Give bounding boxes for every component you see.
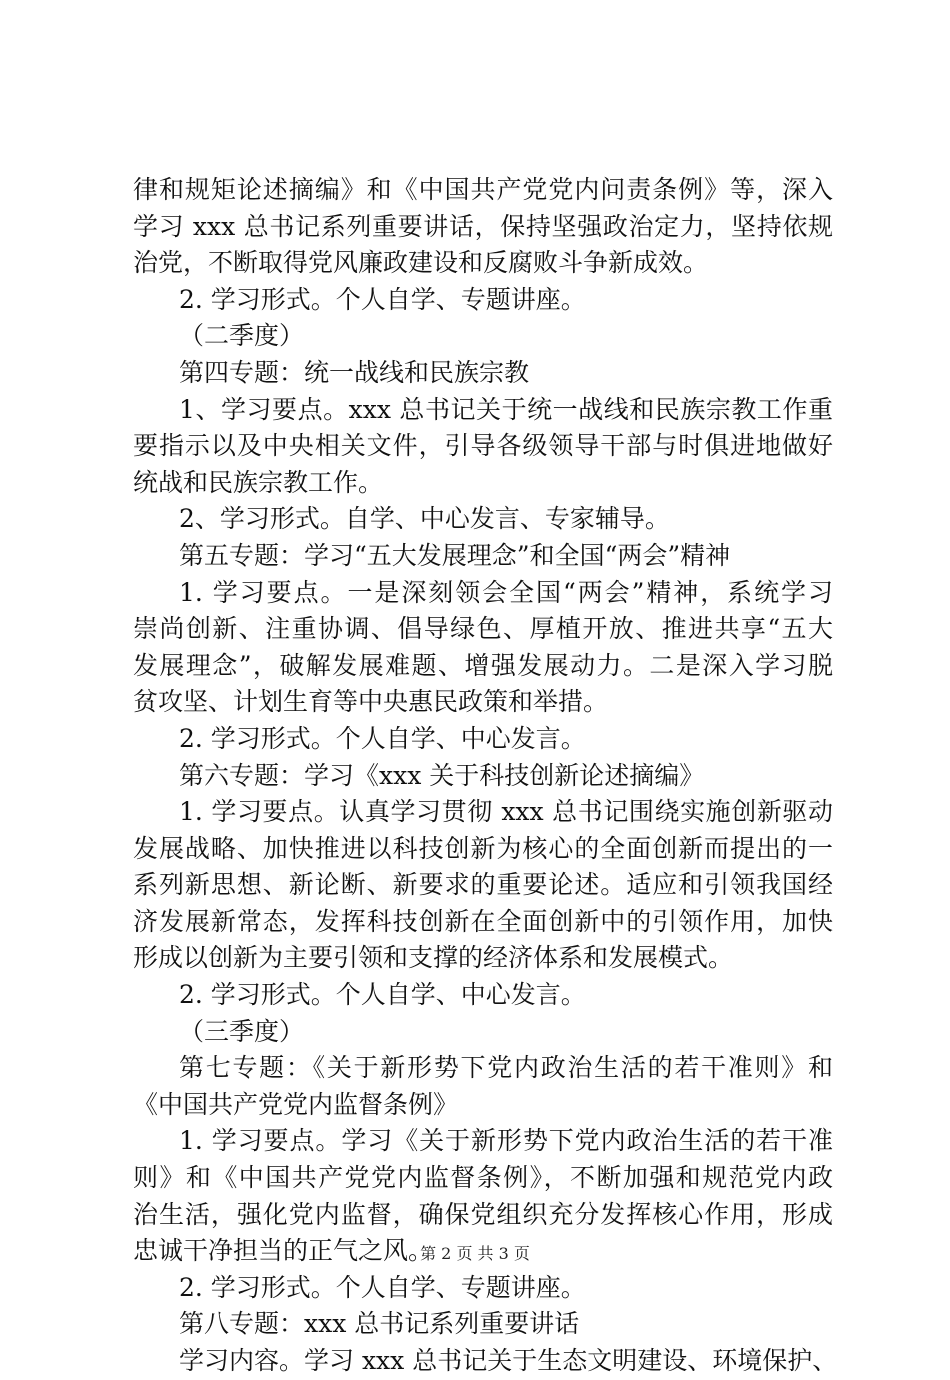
document-body	[133, 172, 838, 1380]
text-line: 2、学习形式。自学、中心发言、专家辅导。	[179, 504, 670, 534]
page-footer	[0, 1244, 950, 1264]
text-line: 1. 学习要点。一是深刻领会全国“两会”精神，系统学习	[179, 577, 833, 607]
text-line: 统战和民族宗教工作。	[133, 467, 384, 497]
text-line: 第六专题：学习《xxx 关于科技创新论述摘编》	[179, 760, 705, 790]
text-line: 发展战略、加快推进以科技创新为核心的全面创新而提出的一	[133, 833, 833, 863]
text-line: 1、学习要点。xxx 总书记关于统一战线和民族宗教工作重	[179, 394, 833, 424]
text-line: 学习内容。学习 xxx 总书记关于生态文明建设、环境保护、	[179, 1346, 838, 1375]
text-line: 律和规矩论述摘编》和《中国共产党党内问责条例》等，深入	[133, 175, 833, 204]
text-line: 1. 学习要点。学习《关于新形势下党内政治生活的若干准	[179, 1126, 833, 1156]
text-line: 《中国共产党党内监督条例》	[133, 1089, 459, 1119]
text-line: 2. 学习形式。个人自学、专题讲座。	[179, 1272, 586, 1302]
text-line: 贫攻坚、计划生育等中央惠民政策和举措。	[133, 687, 609, 717]
text-line: 崇尚创新、注重协调、倡导绿色、厚植开放、推进共享“五大	[133, 614, 833, 644]
text-line: 则》和《中国共产党党内监督条例》，不断加强和规范党内政	[133, 1163, 833, 1193]
text-line: 治党，不断取得党风廉政建设和反腐败斗争新成效。	[133, 248, 709, 278]
text-line: 第四专题：统一战线和民族宗教	[179, 357, 530, 387]
text-line: 2. 学习形式。个人自学、专题讲座。	[179, 284, 586, 314]
text-line: 学习 xxx 总书记系列重要讲话，保持坚强政治定力，坚持依规	[133, 211, 833, 241]
text-line: 第八专题：xxx 总书记系列重要讲话	[179, 1309, 580, 1339]
text-line: 第七专题：《关于新形势下党内政治生活的若干准则》和	[179, 1053, 833, 1083]
text-line: 济发展新常态，发挥科技创新在全面创新中的引领作用，加快	[133, 906, 833, 936]
text-line: 第五专题：学习“五大发展理念”和全国“两会”精神	[179, 540, 731, 570]
text-line: 治生活，强化党内监督，确保党组织充分发挥核心作用，形成	[133, 1199, 833, 1229]
text-line: 系列新思想、新论断、新要求的重要论述。适应和引领我国经	[133, 870, 833, 900]
text-line: （三季度）	[179, 1016, 305, 1046]
text-line: 忠诚干净担当的正气之风。	[133, 1236, 434, 1266]
text-line: 2. 学习形式。个人自学、中心发言。	[179, 723, 586, 753]
text-line: 要指示以及中央相关文件，引导各级领导干部与时俱进地做好	[133, 431, 833, 461]
text-line: 形成以创新为主要引领和支撑的经济体系和发展模式。	[133, 943, 734, 973]
text-line: 2. 学习形式。个人自学、中心发言。	[179, 980, 586, 1010]
text-line: 发展理念”，破解发展难题、增强发展动力。二是深入学习脱	[133, 650, 833, 680]
text-line: （二季度）	[179, 321, 305, 351]
text-line: 1. 学习要点。认真学习贯彻 xxx 总书记围绕实施创新驱动	[179, 797, 833, 827]
page-indicator: 第 2 页 共 3 页	[420, 1244, 530, 1263]
